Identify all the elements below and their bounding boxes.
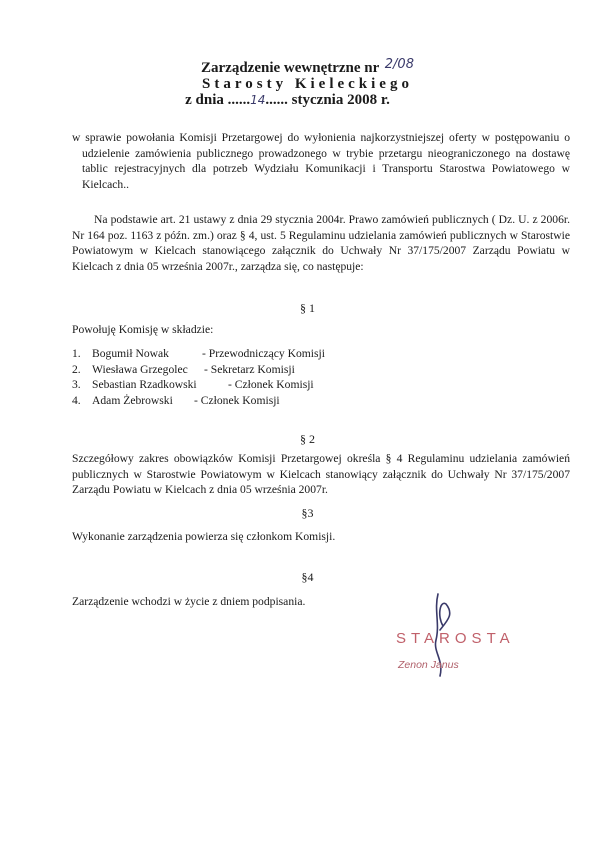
section-1-heading: § 1	[300, 301, 315, 315]
member-number: 2.	[72, 362, 81, 376]
member-number: 1.	[72, 347, 81, 360]
member-name: Adam Żebrowski	[92, 393, 173, 407]
committee-members-list	[72, 346, 325, 408]
section-2-heading: § 2	[300, 432, 315, 446]
section-3-heading: §3	[301, 506, 314, 520]
handwritten-day: 14	[250, 93, 266, 107]
date-line	[0, 92, 595, 109]
date-suffix: ...... stycznia 2008 r.	[265, 92, 390, 108]
title-line: Zarządzenie wewnętrzne nr	[201, 60, 380, 76]
stamp-title: STAROSTA	[396, 630, 515, 647]
member-name: Bogumił Nowak	[92, 347, 169, 360]
section-1-intro: Powołuję Komisję w składzie:	[72, 323, 214, 336]
member-name: Wiesława Grzegolec	[92, 362, 188, 376]
member-number: 4.	[72, 393, 81, 407]
list-item	[72, 377, 325, 393]
list-item	[72, 393, 325, 409]
handwritten-number: 2/08	[384, 57, 414, 72]
member-number: 3.	[72, 378, 81, 392]
legal-basis-paragraph: Na podstawie art. 21 ustawy z dnia 29 stycznia 2004r. Prawo zamówień publicznych ( Dz. U. z 2006r. Nr 164 poz. 1163 z późn. zm.) oraz § 4, ust. 5 Regulaminu udzielania zamówień publicznych w Starostwie Powiatowym w Kielcach stanowiącego załącznik do Uchwały Nr 37/175/2007 Zarządu Powiatu w Kielcach z dnia 05 września 2007r., zarządza się, co następuje:	[72, 213, 570, 273]
member-name: Sebastian Rzadkowski	[92, 378, 197, 392]
list-item	[72, 346, 325, 362]
stamp-name: Zenon Janus	[398, 659, 459, 671]
list-item	[72, 362, 325, 378]
date-prefix: z dnia ......	[185, 92, 251, 108]
member-role: - Przewodniczący Komisji	[202, 347, 325, 360]
subject-paragraph: w sprawie powołania Komisji Przetargowej do wyłonienia najkorzystniejszej oferty w postępowaniu o udzielenie zamówienia publicznego prowadzonego w trybie przetargu nieograniczonego na dostawę tablic rejestracyjnych dla potrzeb Wydziału Komunikacji i Transportu Starostwa Powiatowego w Kielcach..	[72, 131, 570, 191]
issuer-line: Starosty Kieleckiego	[202, 76, 413, 92]
member-role: - Członek Komisji	[194, 393, 280, 407]
member-role: - Sekretarz Komisji	[204, 362, 295, 376]
document-title	[0, 57, 615, 77]
section-4-text: Zarządzenie wchodzi w życie z dniem podpisania.	[72, 595, 306, 608]
member-role: - Członek Komisji	[228, 378, 314, 392]
section-3-text: Wykonanie zarządzenia powierza się członkom Komisji.	[72, 530, 336, 543]
section-4-heading: §4	[301, 570, 314, 584]
section-2-text: Szczegółowy zakres obowiązków Komisji Przetargowej określa § 4 Regulaminu udzielania zamówień publicznych w Starostwie Powiatowym w Kielcach stanowiący załącznik do Uchwały Nr 37/175/2007 Zarządu Powiatu w Kielcach z dnia 05 września 2007r.	[72, 452, 570, 496]
